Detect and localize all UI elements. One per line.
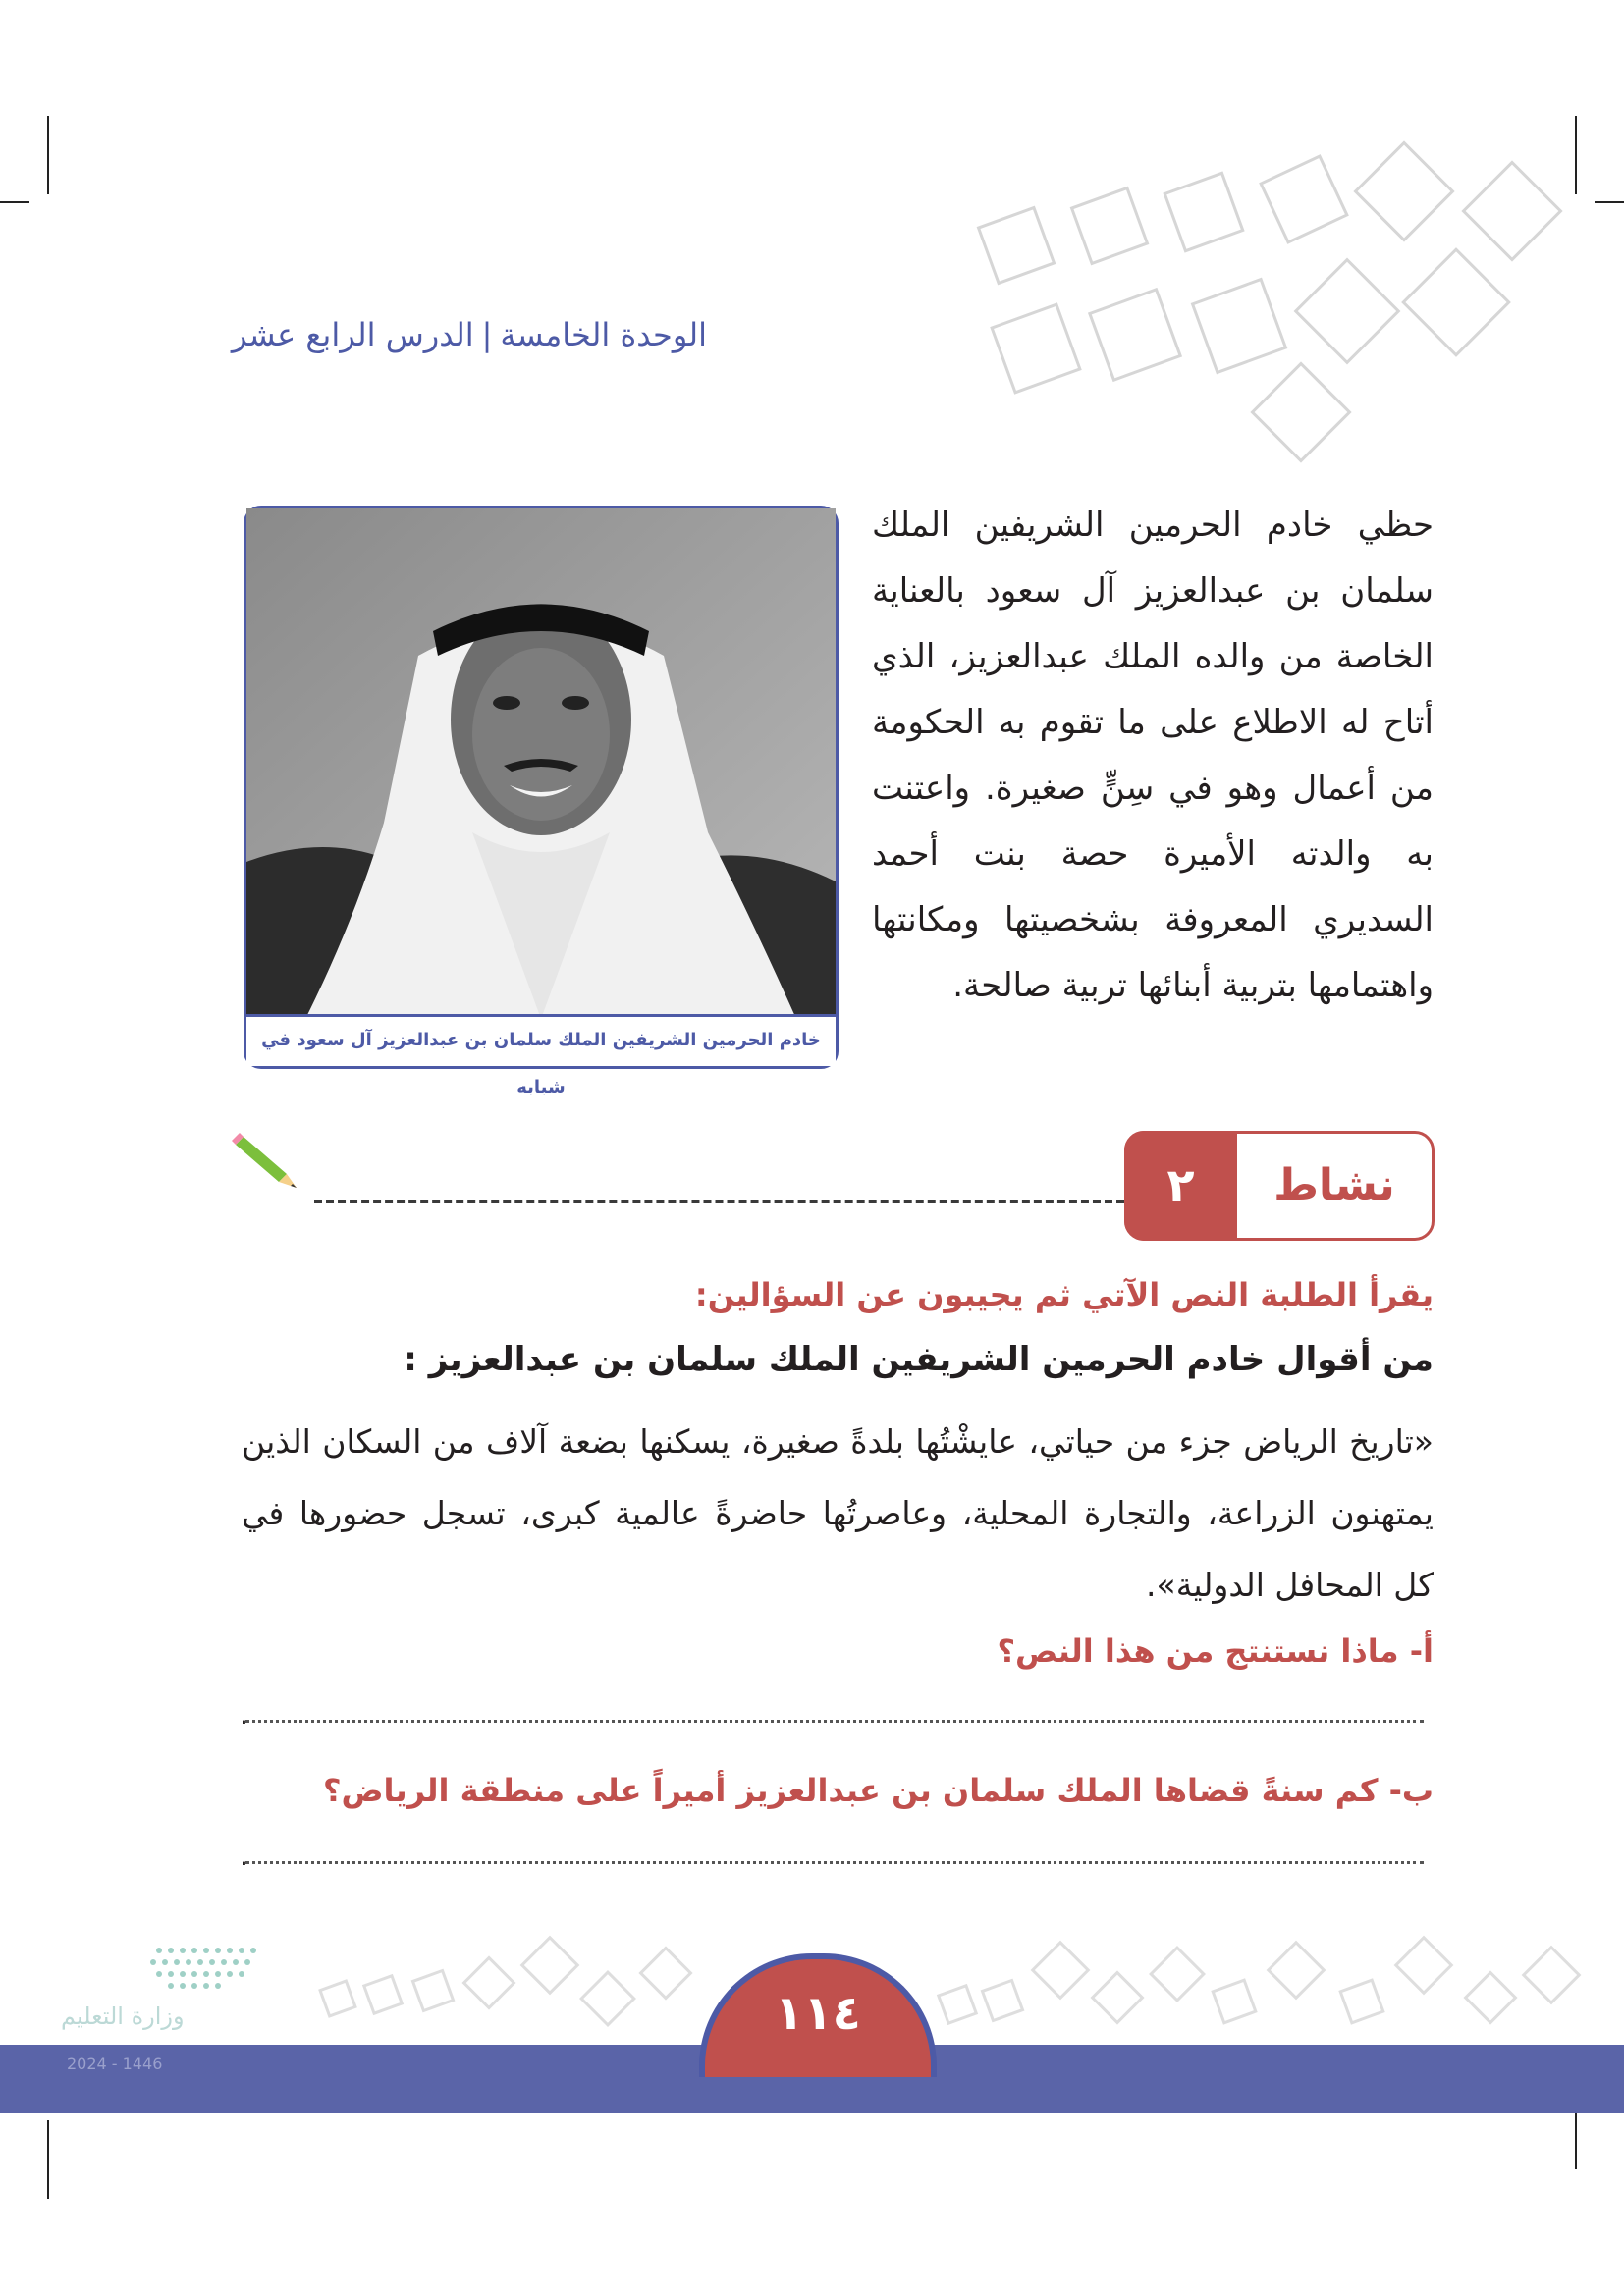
decorative-pattern <box>943 128 1610 461</box>
activity-banner <box>1124 1131 1435 1241</box>
answer-line-a[interactable] <box>245 1720 1424 1723</box>
lesson-title: الدرس الرابع عشر <box>231 316 474 353</box>
activity-number: ٢ <box>1124 1131 1237 1241</box>
intro-paragraph: حظي خادم الحرمين الشريفين الملك سلمان بن عبدالعزيز آل سعود بالعناية الخاصة من والده الملك عبدالعزيز، الذي أتاح له الاطلاع على ما تقوم به الحكومة من أعمال وهو في سِنٍّ صغيرة. واعتنت به والدته الأميرة حصة بنت أحمد السديري المعروفة بشخصيتها ومكانتها واهتمامها بتربية أبنائها تربية صالحة. <box>872 506 1434 1005</box>
answer-end-b: . <box>240 1840 248 1872</box>
ministry-name: وزارة التعليم <box>61 2002 185 2030</box>
activity-instruction: يقرأ الطلبة النص الآتي ثم يجيبون عن السؤالين: <box>694 1276 1434 1313</box>
question-a: أ- ماذا نستنتج من هذا النص؟ <box>997 1632 1434 1670</box>
portrait-image <box>246 508 836 1019</box>
footer-year: 2024 - 1446 <box>67 2055 163 2073</box>
header-separator: | <box>481 316 493 353</box>
unit-title: الوحدة الخامسة <box>500 316 707 353</box>
crop-mark <box>47 2120 49 2199</box>
page-number: ١١٤ <box>699 1953 937 2077</box>
pencil-icon <box>236 1127 302 1194</box>
historical-photo <box>244 506 839 1097</box>
answer-line-b[interactable] <box>245 1861 1424 1864</box>
ministry-logo-icon <box>61 1939 297 2047</box>
crop-mark <box>0 201 29 203</box>
activity-divider <box>314 1200 1124 1203</box>
unit-lesson-header <box>231 316 707 353</box>
quote-heading: من أقوال خادم الحرمين الشريفين الملك سلمان بن عبدالعزيز : <box>404 1340 1434 1379</box>
quote-text: «تاريخ الرياض جزء من حياتي، عايشْتُها بلدةً صغيرة، يسكنها بضعة آلاف من السكان الذين يمتهنون الزراعة، والتجارة المحلية، وعاصرتُها حاضرةً عالمية كبرى، تسجل حضورها في كل المحافل الدولية». <box>242 1422 1434 1604</box>
answer-end-a: . <box>240 1698 248 1731</box>
photo-caption: خادم الحرمين الشريفين الملك سلمان بن عبدالعزيز آل سعود في شبابه <box>246 1014 836 1066</box>
question-b: ب- كم سنةً قضاها الملك سلمان بن عبدالعزيز أميراً على منطقة الرياض؟ <box>322 1772 1434 1809</box>
crop-mark <box>47 116 49 194</box>
activity-label: نشاط <box>1273 1160 1395 1210</box>
